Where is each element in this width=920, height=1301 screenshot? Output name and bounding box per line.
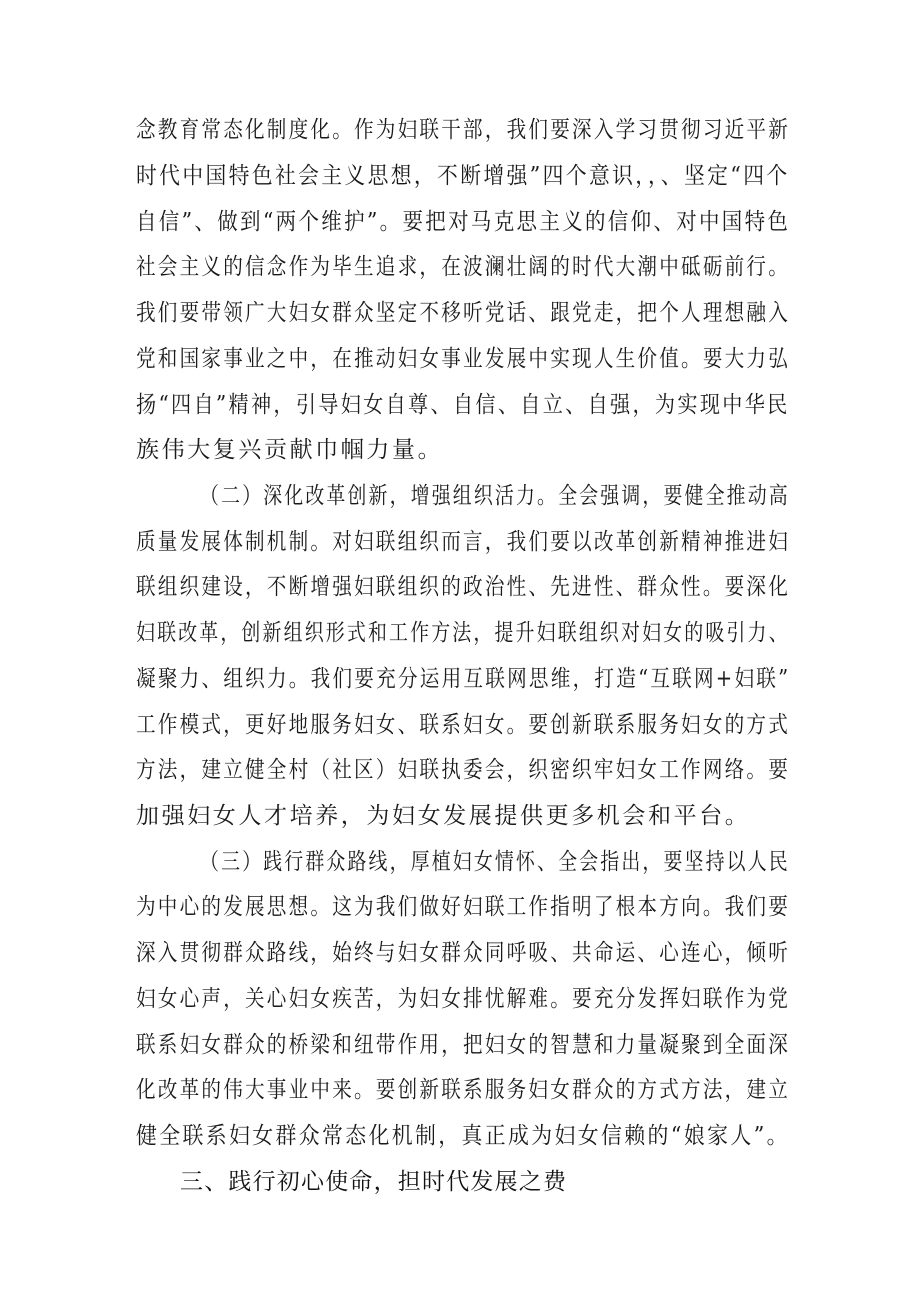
paragraph-line: 方法，建立健全村（社区）妇联执委会，织密织牢妇女工作网络。要 (136, 757, 791, 783)
paragraph-line: 为中心的发展思想。这为我们做好妇联工作指明了根本方向。我们要 (136, 894, 791, 920)
paragraph-line: 妇联改革，创新组织形式和工作方法，提升妇联组织对妇女的吸引力、 (136, 620, 790, 646)
paragraph-line: 族伟大复兴贡献巾帼力量。 (136, 437, 444, 463)
paragraph-line: 加强妇女人才培养，为妇女发展提供更多机会和平台。 (136, 803, 751, 829)
paragraph-line: 化改革的伟大事业中来。要创新联系服务妇女群众的方式方法，建立 (136, 1077, 791, 1103)
paragraph-line: 党和国家事业之中，在推动妇女事业发展中实现人生价值。要大力弘 (136, 346, 791, 372)
paragraph-line: 深入贯彻群众路线，始终与妇女群众同呼吸、共命运、心连心，倾听 (136, 940, 791, 966)
paragraph-line: （二）深化改革创新，增强组织活力。全会强调，要健全推动高 (200, 483, 790, 509)
paragraph-line: 联组织建设，不断增强妇联组织的政治性、先进性、群众性。要深化 (136, 574, 791, 600)
paragraph-line: 念教育常态化制度化。作为妇联干部，我们要深入学习贯彻习近平新 (136, 117, 791, 143)
paragraph-line: 社会主义的信念作为毕生追求，在波澜壮阔的时代大潮中砥砺前行。 (136, 254, 791, 280)
paragraph-line: （三）践行群众路线，厚植妇女情怀、全会指出，要坚持以人民 (200, 849, 790, 875)
paragraph-line: 自信”、做到“两个维护”。要把对马克思主义的信仰、对中国特色 (136, 209, 791, 235)
paragraph-line: 健全联系妇女群众常态化机制，真正成为妇女信赖的“娘家人”。 (136, 1123, 790, 1149)
paragraph-line: 工作模式，更好地服务妇女、联系妇女。要创新联系服务妇女的方式 (136, 712, 791, 738)
section-heading: 三、践行初心使命，担时代发展之费 (180, 1169, 568, 1195)
paragraph-line: 凝聚力、组织力。我们要充分运用互联网思维，打造“互联网+妇联” (136, 666, 791, 692)
paragraph-line: 时代中国特色社会主义思想，不断增强”四个意识，，、坚定“四个 (136, 163, 790, 189)
paragraph-line: 质量发展体制机制。对妇联组织而言，我们要以改革创新精神推进妇 (136, 529, 791, 555)
paragraph-line: 联系妇女群众的桥梁和纽带作用，把妇女的智慧和力量凝聚到全面深 (136, 1032, 791, 1058)
paragraph-line: 妇女心声，关心妇女疾苦，为妇女排忧解难。要充分发挥妇联作为党 (136, 986, 791, 1012)
paragraph-line: 我们要带领广大妇女群众坚定不移听党话、跟党走，把个人理想融入 (136, 300, 791, 326)
paragraph-line: 扬“四自”精神，引导妇女自尊、自信、自立、自强，为实现中华民 (136, 392, 790, 418)
